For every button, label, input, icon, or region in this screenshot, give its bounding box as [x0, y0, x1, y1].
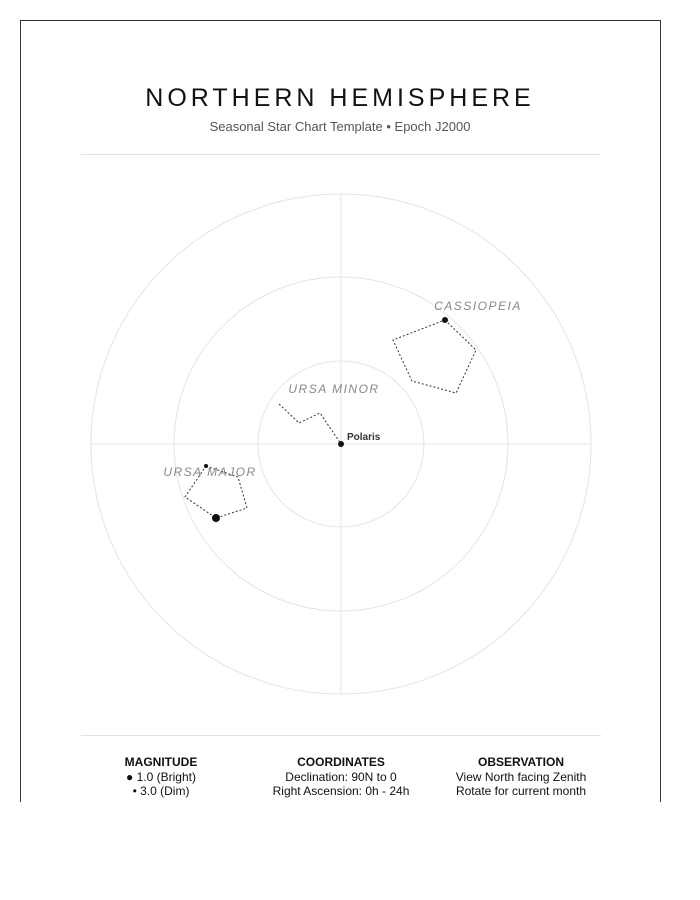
legend-magnitude-title: MAGNITUDE [124, 755, 198, 769]
page-subtitle: Seasonal Star Chart Template • Epoch J2000 [209, 119, 471, 134]
ursa-minor-outline [279, 404, 341, 444]
legend-magnitude [101, 755, 221, 798]
ursa-major-bright-star [212, 514, 220, 522]
legend-observation-line2: Rotate for current month [455, 784, 587, 798]
legend-observation-line1: View North facing Zenith [455, 770, 587, 784]
legend-magnitude-bright: ● 1.0 (Bright) [126, 770, 196, 784]
polaris-label: Polaris [347, 432, 381, 443]
legend-magnitude-dim: • 3.0 (Dim) [132, 784, 190, 798]
legend-declination: Declination: 90N to 0 [285, 770, 397, 784]
legend-observation [436, 755, 606, 798]
legend-coordinates [251, 755, 431, 798]
constellation-label-cassiopeia: CASSIOPEIA [434, 299, 522, 313]
legend-observation-title: OBSERVATION [477, 755, 564, 769]
legend-right-ascension: Right Ascension: 0h - 24h [272, 784, 410, 798]
bottom-divider [81, 735, 601, 736]
page-title: NORTHERN HEMISPHERE [145, 84, 535, 112]
constellation-label-ursa-major: URSA MAJOR [163, 465, 257, 479]
legend-coordinates-title: COORDINATES [297, 755, 385, 769]
constellation-label-ursa-minor: URSA MINOR [288, 382, 380, 396]
polaris-star [338, 441, 344, 447]
cassiopeia-bright-star [442, 317, 448, 323]
